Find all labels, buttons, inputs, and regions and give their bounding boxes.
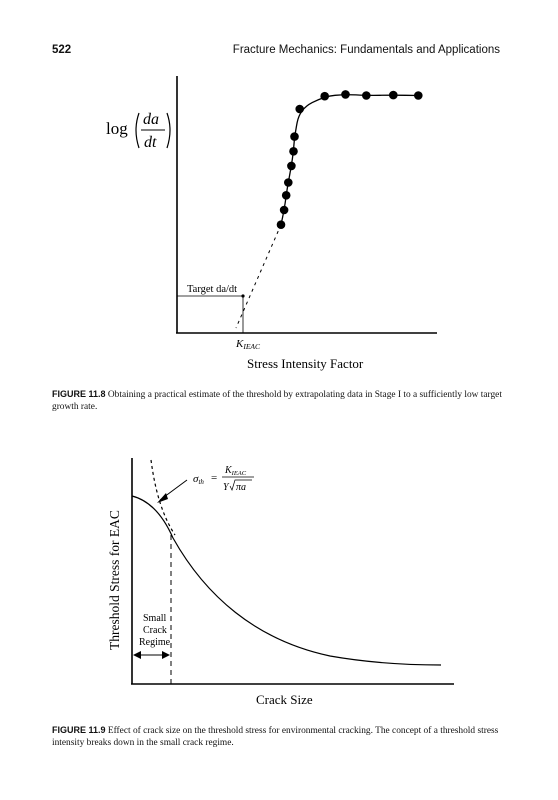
fig2-threshold-curve [132, 496, 441, 665]
fig1-data-point [287, 162, 296, 171]
fig1-kieac-label: KIEAC [236, 338, 261, 351]
fig1-data-point [284, 178, 293, 187]
figure-11-9-caption [52, 724, 508, 749]
fig1-data-point [414, 91, 423, 100]
fig2-small-label-2: Crack [143, 625, 167, 636]
fig1-data-point [280, 206, 289, 215]
fig1-data-point [289, 147, 298, 156]
fig1-ylabel-lparen [136, 113, 139, 148]
fig1-fit-curve [281, 95, 418, 225]
fig2-eq-sigma: σth [193, 473, 204, 486]
fig1-ylabel-rparen [167, 113, 170, 148]
fig2-ylabel: Threshold Stress for EAC [107, 510, 122, 650]
fig1-xlabel: Stress Intensity Factor [247, 356, 364, 371]
fig1-data-point [341, 90, 350, 99]
figure-11-8-caption [52, 388, 508, 413]
fig2-xlabel: Crack Size [256, 692, 313, 707]
fig2-small-label-3: Regime [139, 637, 171, 648]
page-number: 522 [52, 44, 72, 56]
fig1-data-point [277, 220, 286, 229]
caption-text: Effect of crack size on the threshold stress for environmental cracking. The concept of a threshold stress intensity breaks down in the small crack regime. [52, 726, 499, 748]
fig2-regime-arrow-left [133, 651, 141, 659]
caption-text: Obtaining a practical estimate of the threshold by extrapolating data in Stage I to a sufficiently low target growth rate. [52, 390, 502, 412]
fig1-data-points [277, 90, 423, 229]
fig1-ylabel-den: dt [144, 134, 157, 151]
fig1-data-point [389, 91, 398, 100]
fig1-ylabel-log: log [106, 119, 128, 138]
fig1-ylabel-num: da [143, 111, 159, 128]
fig1-data-point [290, 132, 299, 141]
fig1-data-point [282, 191, 291, 200]
running-title: Fracture Mechanics: Fundamentals and Applications [232, 44, 500, 56]
caption-label: FIGURE 11.9 [52, 725, 106, 735]
fig2-eq-numerator: $K_{IEAC}$ [225, 465, 247, 477]
fig2-small-label-1: Small [143, 613, 167, 624]
fig1-data-point [362, 91, 371, 100]
fig1-target-point [241, 294, 244, 297]
fig1-data-point [295, 105, 304, 114]
fig1-target-label: Target da/dt [187, 284, 238, 295]
fig2-eq-denominator-pia: πa [236, 482, 247, 493]
caption-label: FIGURE 11.8 [52, 389, 106, 399]
fig2-regime-arrow-right [162, 651, 170, 659]
fig2-eq-denominator-y: Y [223, 482, 229, 493]
fig1-data-point [320, 92, 329, 101]
fig2-eq-equals: = [211, 472, 218, 484]
